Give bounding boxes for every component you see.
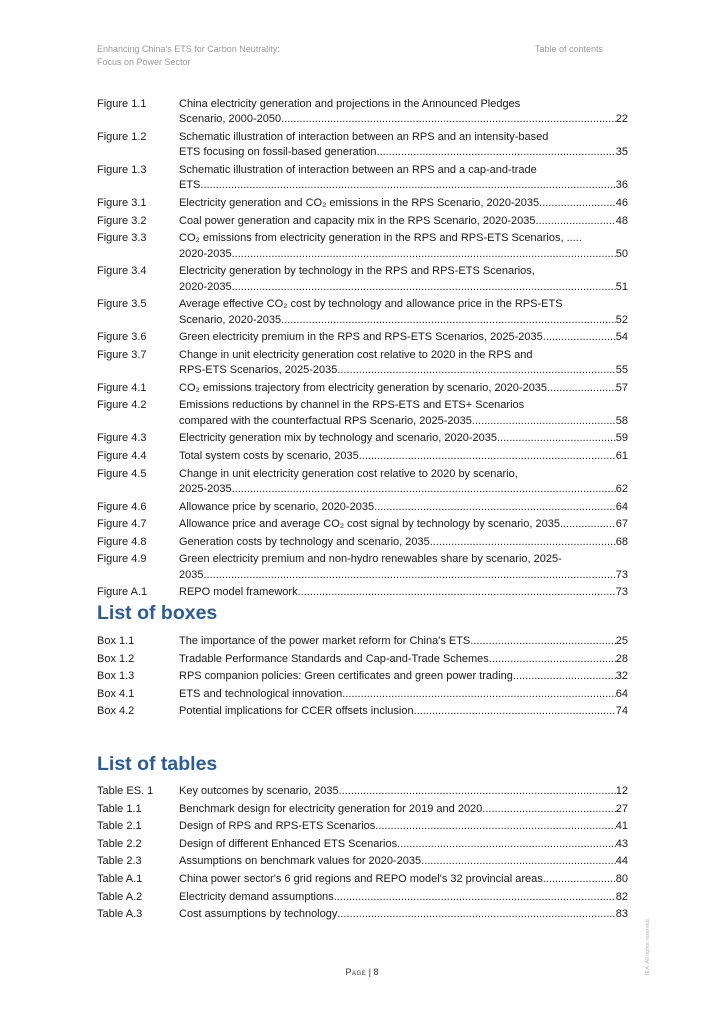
- entry-title-text: Design of RPS and RPS-ETS Scenarios: [179, 820, 376, 833]
- boxes-heading: List of boxes: [97, 602, 218, 624]
- page-ref[interactable]: 41: [615, 820, 628, 833]
- entry-last-line: [179, 500, 628, 515]
- entry-last-line: [179, 890, 628, 905]
- dot-leader: [430, 535, 616, 550]
- table-entry[interactable]: [97, 872, 628, 887]
- page-ref[interactable]: 46: [615, 197, 628, 209]
- entry-title: [179, 687, 628, 702]
- entry-title-text: The importance of the power market reform for China's ETS: [179, 635, 471, 647]
- list-of-figures: [97, 97, 628, 601]
- entry-title-text: Electricity demand assumptions: [179, 890, 334, 903]
- entry-title: [179, 669, 628, 684]
- entry-title-text: Cost assumptions by technology: [179, 908, 338, 921]
- entry-last-line: [179, 907, 628, 922]
- figure-entry[interactable]: [97, 381, 628, 396]
- dot-leader: [470, 634, 615, 649]
- dot-leader: [359, 449, 616, 464]
- entry-last-line: [179, 449, 628, 464]
- page-separator: |: [366, 967, 374, 977]
- entry-title: [179, 381, 628, 396]
- figure-entry[interactable]: [97, 585, 628, 600]
- entry-last-line: [179, 704, 628, 719]
- box-entry[interactable]: [97, 652, 628, 667]
- entry-title: [179, 231, 628, 262]
- entry-title: [179, 517, 628, 532]
- dot-leader: [536, 214, 616, 229]
- entry-last-line: [179, 854, 628, 869]
- entry-label: Table A.2: [97, 890, 143, 903]
- dot-leader: [560, 517, 616, 532]
- figure-entry[interactable]: [97, 231, 628, 262]
- page-ref[interactable]: 59: [615, 432, 628, 445]
- entry-title-text: Scenario, 2020-2035: [179, 313, 282, 326]
- entry-title-line: Schematic illustration of interaction between an RPS and an intensity-based: [179, 131, 549, 143]
- entry-title-text: Green electricity premium in the RPS and RPS-ETS Scenarios, 2025-2035: [179, 331, 543, 344]
- entry-title-line: Average effective CO₂ cost by technology and allowance price in the RPS-ETS: [179, 298, 563, 311]
- page-ref[interactable]: 27: [615, 802, 628, 815]
- entry-last-line: [179, 330, 628, 345]
- entry-title: [179, 907, 628, 922]
- header-title-line-1: Enhancing China's ETS for Carbon Neutrality:: [97, 44, 280, 54]
- entry-title: [179, 819, 628, 834]
- page-ref[interactable]: 83: [615, 908, 628, 921]
- copyright-note: IEA. All rights reserved.: [645, 917, 651, 975]
- entry-last-line: [179, 280, 628, 295]
- box-entry[interactable]: [97, 687, 628, 702]
- entry-label: Table 2.1: [97, 820, 142, 833]
- entry-title: [179, 552, 628, 583]
- entry-last-line: [179, 363, 628, 378]
- entry-title-text: Potential implications for CCER offsets inclusion: [179, 705, 414, 718]
- dot-leader: [337, 907, 615, 922]
- dot-leader: [203, 568, 615, 583]
- entry-title-text: Assumptions on benchmark values for 2020-2035: [179, 855, 422, 868]
- entry-label: Figure 3.4: [97, 265, 147, 278]
- dot-leader: [513, 669, 616, 684]
- dot-leader: [281, 112, 616, 127]
- entry-label: Figure 4.1: [97, 381, 147, 394]
- entry-title-line: China electricity generation and projections in the Announced Pledges: [179, 98, 521, 110]
- figure-entry[interactable]: [97, 196, 628, 211]
- dot-leader: [539, 196, 616, 211]
- page-number: 8: [373, 967, 379, 977]
- dot-leader: [375, 819, 615, 834]
- dot-leader: [397, 837, 616, 852]
- entry-label: Figure 3.7: [97, 348, 147, 361]
- running-header-title: [97, 43, 280, 69]
- entry-title-text: 2020-2035: [179, 280, 232, 293]
- entry-title-text: ETS focusing on fossil-based generation: [179, 146, 377, 159]
- entry-label: Table 1.1: [97, 802, 142, 815]
- dot-leader: [339, 784, 616, 799]
- dot-leader: [497, 431, 616, 446]
- entry-label: Figure 3.1: [97, 197, 147, 209]
- page-ref[interactable]: 44: [615, 855, 628, 868]
- entry-title: [179, 652, 628, 667]
- entry-title-line: Emissions reductions by channel in the RPS-ETS and ETS+ Scenarios: [179, 399, 525, 412]
- table-entry[interactable]: [97, 837, 628, 852]
- entry-label: Figure 4.4: [97, 449, 147, 462]
- entry-last-line: [179, 669, 628, 684]
- box-entry[interactable]: [97, 669, 628, 684]
- entry-title-line: Green electricity premium and non-hydro renewables share by scenario, 2025-: [179, 553, 562, 566]
- figure-entry[interactable]: [97, 297, 628, 328]
- entry-title-text: compared with the counterfactual RPS Scenario, 2025-2035: [179, 414, 472, 427]
- dot-leader: [342, 687, 615, 702]
- list-of-tables: [97, 784, 628, 923]
- entry-last-line: [179, 585, 628, 600]
- entry-title: [179, 264, 628, 295]
- entry-label: Figure 3.3: [97, 232, 147, 245]
- dot-leader: [374, 500, 616, 515]
- page-ref[interactable]: 64: [615, 687, 628, 700]
- entry-last-line: [179, 535, 628, 550]
- entry-last-line: [179, 313, 628, 328]
- entry-title-text: Coal power generation and capacity mix in the RPS Scenario, 2020-2035: [179, 214, 536, 227]
- dot-leader: [200, 178, 615, 193]
- page-ref[interactable]: 73: [615, 568, 628, 581]
- entry-title: [179, 890, 628, 905]
- entry-last-line: [179, 819, 628, 834]
- page-ref[interactable]: 68: [615, 535, 628, 548]
- entry-last-line: [179, 196, 628, 211]
- entry-label: Box 4.1: [97, 687, 135, 700]
- entry-title-text: 2020-2035: [179, 247, 232, 260]
- entry-title-text: RPS-ETS Scenarios, 2025-2035: [179, 364, 338, 377]
- entry-title-line: Change in unit electricity generation cost relative to 2020 by scenario,: [179, 467, 518, 480]
- figure-entry[interactable]: [97, 535, 628, 550]
- entry-last-line: [179, 837, 628, 852]
- entry-title: [179, 97, 628, 128]
- page-ref[interactable]: 58: [615, 414, 628, 427]
- dot-leader: [334, 890, 616, 905]
- box-entry[interactable]: [97, 704, 628, 719]
- dot-leader: [547, 381, 616, 396]
- entry-last-line: [179, 214, 628, 229]
- entry-label: Figure 4.9: [97, 553, 147, 566]
- page-ref[interactable]: 61: [615, 449, 628, 462]
- entry-title-text: Tradable Performance Standards and Cap-and-Trade Schemes: [179, 652, 489, 665]
- entry-last-line: [179, 568, 628, 583]
- figure-entry[interactable]: [97, 214, 628, 229]
- dot-leader: [232, 482, 616, 497]
- entry-title-line: Change in unit electricity generation cost relative to 2020 in the RPS and: [179, 348, 533, 361]
- entry-label: Table 2.3: [97, 855, 142, 868]
- page-ref[interactable]: 62: [615, 482, 628, 495]
- entry-title: [179, 431, 628, 446]
- entry-title-text: Scenario, 2000-2050: [179, 113, 282, 126]
- entry-title-text: Electricity generation mix by technology and scenario, 2020-2035: [179, 432, 497, 445]
- entry-last-line: [179, 784, 628, 799]
- table-entry[interactable]: [97, 784, 628, 799]
- page-ref[interactable]: 35: [615, 146, 628, 159]
- entry-last-line: [179, 431, 628, 446]
- entry-last-line: [179, 178, 628, 193]
- entry-title-text: ETS: [179, 179, 201, 192]
- entry-title-text: CO₂ emissions trajectory from electricity generation by scenario, 2020-2035: [179, 381, 548, 394]
- entry-label: Table A.3: [97, 908, 143, 921]
- figure-entry[interactable]: [97, 330, 628, 345]
- page-ref[interactable]: 48: [615, 214, 628, 227]
- entry-label: Figure 4.8: [97, 535, 147, 548]
- entry-title-text: Design of different Enhanced ETS Scenarios: [179, 837, 398, 850]
- entry-title: [179, 704, 628, 719]
- page-ref[interactable]: 64: [615, 500, 628, 513]
- table-entry[interactable]: [97, 802, 628, 817]
- dot-leader: [232, 280, 616, 295]
- entry-title: [179, 330, 628, 345]
- figure-entry[interactable]: [97, 398, 628, 429]
- entry-title: [179, 163, 628, 194]
- entry-title-text: REPO model framework: [179, 586, 298, 599]
- entry-label: Figure 1.1: [97, 98, 147, 110]
- entry-label: Figure 4.7: [97, 518, 147, 531]
- entry-last-line: [179, 634, 628, 649]
- page-ref[interactable]: 54: [615, 331, 628, 344]
- entry-last-line: [179, 247, 628, 262]
- entry-title-text: RPS companion policies: Green certificates and green power trading: [179, 670, 513, 683]
- entry-title-line: CO₂ emissions from electricity generation in the RPS and RPS-ETS Scenarios, .....: [179, 232, 582, 245]
- entry-last-line: [179, 517, 628, 532]
- entry-label: Figure 4.6: [97, 500, 147, 513]
- entry-label: Figure 1.3: [97, 164, 147, 176]
- figure-entry[interactable]: [97, 449, 628, 464]
- dot-leader: [421, 854, 616, 869]
- table-entry[interactable]: [97, 907, 628, 922]
- entry-label: Box 1.2: [97, 652, 135, 665]
- entry-title: [179, 784, 628, 799]
- entry-title: [179, 500, 628, 515]
- page-ref[interactable]: 28: [615, 652, 628, 665]
- entry-title-text: Allowance price and average CO₂ cost signal by technology by scenario, 2035: [179, 518, 560, 531]
- list-of-boxes: [97, 634, 628, 720]
- entry-title-text: Total system costs by scenario, 2035: [179, 449, 359, 462]
- entry-last-line: [179, 802, 628, 817]
- page-footer: [0, 967, 724, 977]
- page-ref[interactable]: 12: [615, 785, 628, 797]
- page-ref[interactable]: 43: [615, 837, 628, 850]
- entry-last-line: [179, 414, 628, 429]
- page-ref[interactable]: 57: [615, 381, 628, 394]
- dot-leader: [281, 313, 616, 328]
- dot-leader: [377, 145, 616, 160]
- entry-title: [179, 214, 628, 229]
- figure-entry[interactable]: [97, 163, 628, 194]
- page-ref[interactable]: 82: [615, 890, 628, 903]
- figure-entry[interactable]: [97, 517, 628, 532]
- dot-leader: [543, 330, 616, 345]
- entry-title-text: 2025-2035: [179, 482, 232, 495]
- tables-heading: List of tables: [97, 753, 218, 775]
- page-ref[interactable]: 73: [615, 586, 628, 599]
- entry-title: [179, 398, 628, 429]
- entry-title: [179, 634, 628, 649]
- entry-title: [179, 535, 628, 550]
- entry-title-text: Electricity generation and CO₂ emissions in the RPS Scenario, 2020-2035: [179, 197, 540, 209]
- page-word: Page: [345, 967, 367, 977]
- dot-leader: [543, 872, 616, 887]
- entry-title-text: Generation costs by technology and scenario, 2035: [179, 535, 430, 548]
- entry-label: Table 2.2: [97, 837, 142, 850]
- table-entry[interactable]: [97, 890, 628, 905]
- header-title-line-2: Focus on Power Sector: [97, 57, 191, 67]
- dot-leader: [232, 247, 616, 262]
- entry-label: Table A.1: [97, 872, 143, 885]
- entry-label: Box 1.3: [97, 670, 135, 683]
- figure-entry[interactable]: [97, 552, 628, 583]
- entry-last-line: [179, 872, 628, 887]
- entry-title-text: China power sector's 6 grid regions and REPO model's 32 provincial areas: [179, 872, 543, 885]
- entry-title-text: ETS and technological innovation: [179, 687, 343, 700]
- entry-title: [179, 872, 628, 887]
- entry-last-line: [179, 687, 628, 702]
- entry-title-line: Electricity generation by technology in the RPS and RPS-ETS Scenarios,: [179, 265, 535, 278]
- page-ref[interactable]: 51: [615, 280, 628, 293]
- table-entry[interactable]: [97, 819, 628, 834]
- entry-label: Box 1.1: [97, 635, 135, 647]
- figure-entry[interactable]: [97, 431, 628, 446]
- page-ref[interactable]: 52: [615, 313, 628, 326]
- entry-last-line: [179, 145, 628, 160]
- entry-label: Table ES. 1: [97, 785, 154, 797]
- entry-title-text: 2035: [179, 568, 204, 581]
- figure-entry[interactable]: [97, 348, 628, 379]
- entry-label: Figure 4.5: [97, 467, 147, 480]
- entry-label: Figure 4.3: [97, 432, 147, 445]
- dot-leader: [337, 363, 615, 378]
- figure-entry[interactable]: [97, 500, 628, 515]
- entry-title-text: Allowance price by scenario, 2020-2035: [179, 500, 375, 513]
- figure-entry[interactable]: [97, 467, 628, 498]
- table-entry[interactable]: [97, 854, 628, 869]
- page-ref[interactable]: 36: [615, 179, 628, 192]
- entry-title: [179, 802, 628, 817]
- entry-label: Figure 3.6: [97, 331, 147, 344]
- page-ref[interactable]: 25: [615, 635, 628, 647]
- entry-label: Figure 1.2: [97, 131, 147, 143]
- entry-last-line: [179, 652, 628, 667]
- entry-title: [179, 837, 628, 852]
- dot-leader: [472, 414, 616, 429]
- entry-title: [179, 130, 628, 161]
- page-ref[interactable]: 55: [615, 364, 628, 377]
- page-ref[interactable]: 80: [615, 872, 628, 885]
- entry-label: Figure 4.2: [97, 399, 147, 412]
- entry-label: Figure 3.2: [97, 214, 147, 227]
- entry-last-line: [179, 381, 628, 396]
- entry-title-text: Key outcomes by scenario, 2035: [179, 785, 339, 797]
- entry-label: Figure 3.5: [97, 298, 147, 311]
- dot-leader: [298, 585, 616, 600]
- page-ref[interactable]: 74: [615, 705, 628, 718]
- page-ref[interactable]: 32: [615, 670, 628, 683]
- dot-leader: [414, 704, 616, 719]
- entry-title: [179, 467, 628, 498]
- running-header-section: Table of contents: [535, 44, 604, 54]
- entry-last-line: [179, 482, 628, 497]
- entry-label: Figure A.1: [97, 586, 148, 599]
- entry-label: Box 4.2: [97, 705, 135, 718]
- entry-title: [179, 196, 628, 211]
- entry-title: [179, 297, 628, 328]
- figure-entry[interactable]: [97, 264, 628, 295]
- entry-title-line: Schematic illustration of interaction between an RPS and a cap-and-trade: [179, 164, 537, 176]
- page-ref[interactable]: 50: [615, 247, 628, 260]
- dot-leader: [482, 802, 615, 817]
- entry-title: [179, 854, 628, 869]
- entry-title-text: Benchmark design for electricity generation for 2019 and 2020: [179, 802, 483, 815]
- figure-entry[interactable]: [97, 130, 628, 161]
- box-entry[interactable]: [97, 634, 628, 649]
- entry-title: [179, 449, 628, 464]
- figure-entry[interactable]: [97, 97, 628, 128]
- entry-title: [179, 348, 628, 379]
- dot-leader: [489, 652, 616, 667]
- page-ref[interactable]: 67: [615, 518, 628, 531]
- entry-last-line: [179, 112, 628, 127]
- page-ref[interactable]: 22: [615, 113, 628, 126]
- entry-title: [179, 585, 628, 600]
